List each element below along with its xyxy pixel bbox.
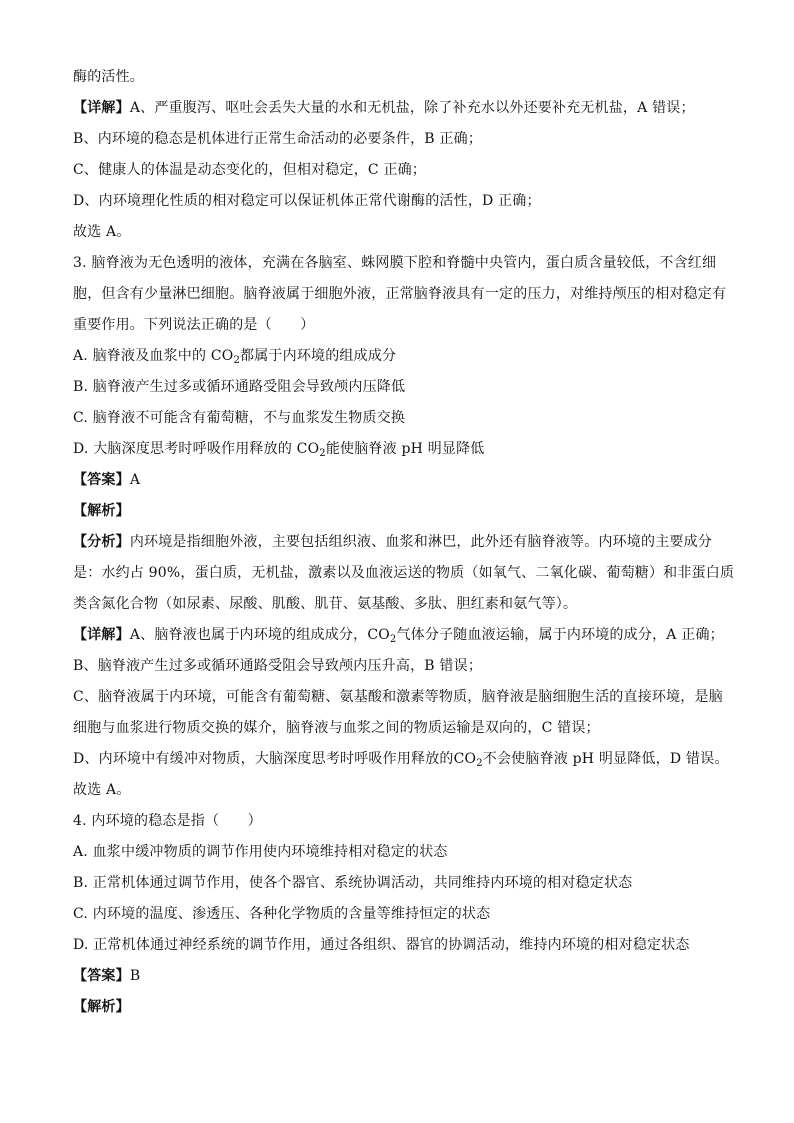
text-line bbox=[73, 620, 734, 651]
text-line bbox=[73, 775, 734, 806]
text-line bbox=[73, 155, 734, 186]
line-text: 3. 脑脊液为无色透明的液体，充满在各脑室、蛛网膜下腔和脊髓中央管内，蛋白质含量较低，不含红细 bbox=[73, 255, 717, 271]
text-line bbox=[73, 124, 734, 155]
text-line bbox=[73, 930, 734, 961]
line-text: A、脑脊液也属于内环境的组成成分，CO bbox=[129, 627, 390, 643]
line-text: D. 正常机体通过神经系统的调节作用，通过各组织、器官的协调活动，维持内环境的相对稳定状态 bbox=[73, 937, 690, 953]
text-line bbox=[73, 465, 734, 496]
text-line bbox=[73, 868, 734, 899]
line-text: 酶的活性。 bbox=[73, 69, 144, 85]
line-text: 故选 A。 bbox=[73, 782, 131, 798]
text-line bbox=[73, 558, 734, 589]
text-line bbox=[73, 527, 734, 558]
line-text: B. 脑脊液产生过多或循环通路受阻会导致颅内压降低 bbox=[73, 379, 406, 395]
line-text: B、内环境的稳态是机体进行正常生命活动的必要条件，B 正确； bbox=[73, 131, 483, 147]
text-line bbox=[73, 93, 734, 124]
subscript: 2 bbox=[389, 634, 397, 645]
line-text: C. 脑脊液不可能含有葡萄糖，不与血浆发生物质交换 bbox=[73, 410, 406, 426]
text-line bbox=[73, 713, 734, 744]
section-tag: 【答案】 bbox=[73, 968, 130, 984]
text-line bbox=[73, 837, 734, 868]
line-text: 都属于内环境的组成成分 bbox=[240, 348, 397, 364]
subscript: 2 bbox=[233, 355, 241, 366]
text-line bbox=[73, 744, 734, 775]
section-tag: 【详解】 bbox=[73, 100, 130, 116]
subscript: 2 bbox=[476, 758, 483, 769]
section-tag: 【答案】 bbox=[73, 472, 130, 488]
text-line bbox=[73, 279, 734, 310]
text-line bbox=[73, 589, 734, 620]
line-text: 故选 A。 bbox=[73, 224, 131, 240]
subscript: 2 bbox=[319, 448, 326, 459]
line-text: B bbox=[129, 968, 141, 984]
section-tag: 【解析】 bbox=[73, 503, 130, 519]
text-line bbox=[73, 403, 734, 434]
line-text: 4. 内环境的稳态是指（ ） bbox=[73, 813, 262, 829]
text-line bbox=[73, 682, 734, 713]
line-text: 重要作用。下列说法正确的是（ ） bbox=[73, 317, 315, 333]
text-line bbox=[73, 341, 734, 372]
text-line bbox=[73, 496, 734, 527]
line-text: B. 正常机体通过调节作用，使各个器官、系统协调活动，共同维持内环境的相对稳定状态 bbox=[73, 875, 633, 891]
line-text: D、内环境中有缓冲对物质，大脑深度思考时呼吸作用释放的CO bbox=[73, 751, 477, 767]
line-text: C、脑脊液属于内环境，可能含有葡萄糖、氨基酸和激素等物质，脑脊液是脑细胞生活的直接环境，是脑 bbox=[73, 689, 723, 705]
text-line bbox=[73, 310, 734, 341]
line-text: 内环境是指细胞外液，主要包括组织液、血浆和淋巴，此外还有脑脊液等。内环境的主要成分 bbox=[129, 534, 713, 550]
text-line bbox=[73, 248, 734, 279]
line-text: 不会使脑脊液 pH 明显降低，D 错误。 bbox=[482, 751, 729, 767]
line-text: A、严重腹泻、呕吐会丢失大量的水和无机盐，除了补充水以外还要补充无机盐，A 错误； bbox=[129, 100, 695, 116]
line-text: C、健康人的体温是动态变化的，但相对稳定，C 正确； bbox=[73, 162, 427, 178]
line-text: 是：水约占 90%，蛋白质，无机盐，激素以及血液运送的物质（如氧气、二氧化碳、葡萄糖）和非蛋白质 bbox=[73, 565, 735, 581]
text-line bbox=[73, 961, 734, 992]
line-text: A. 脑脊液及血浆中的 CO bbox=[73, 348, 234, 364]
line-text: A bbox=[129, 472, 141, 488]
text-line bbox=[73, 372, 734, 403]
line-text: 气体分子随血液运输，属于内环境的成分，A 正确； bbox=[396, 627, 724, 643]
line-text: 能使脑脊液 pH 明显降低 bbox=[325, 441, 485, 457]
text-line bbox=[73, 899, 734, 930]
section-tag: 【解析】 bbox=[73, 999, 130, 1015]
text-line bbox=[73, 434, 734, 465]
line-text: 细胞与血浆进行物质交换的媒介，脑脊液与血浆之间的物质运输是双向的，C 错误； bbox=[73, 720, 600, 736]
line-text: 类含氮化合物（如尿素、尿酸、肌酸、肌苷、氨基酸、多肽、胆红素和氨气等）。 bbox=[73, 596, 578, 612]
text-line bbox=[73, 217, 734, 248]
line-text: C. 内环境的温度、渗透压、各种化学物质的含量等维持恒定的状态 bbox=[73, 906, 491, 922]
section-tag: 【分析】 bbox=[73, 534, 130, 550]
line-text: D. 大脑深度思考时呼吸作用释放的 CO bbox=[73, 441, 320, 457]
text-line bbox=[73, 62, 734, 93]
line-text: D、内环境理化性质的相对稳定可以保证机体正常代谢酶的活性，D 正确； bbox=[73, 193, 541, 209]
line-text: 胞，但含有少量淋巴细胞。脑脊液属于细胞外液，正常脑脊液具有一定的压力，对维持颅压的相对稳定有 bbox=[73, 286, 727, 302]
text-line bbox=[73, 651, 734, 682]
text-line bbox=[73, 806, 734, 837]
text-line bbox=[73, 992, 734, 1023]
text-line bbox=[73, 186, 734, 217]
line-text: B、脑脊液产生过多或循环通路受阻会导致颅内压升高，B 错误； bbox=[73, 658, 483, 674]
line-text: A. 血浆中缓冲物质的调节作用使内环境维持相对稳定的状态 bbox=[73, 844, 448, 860]
section-tag: 【详解】 bbox=[73, 627, 130, 643]
